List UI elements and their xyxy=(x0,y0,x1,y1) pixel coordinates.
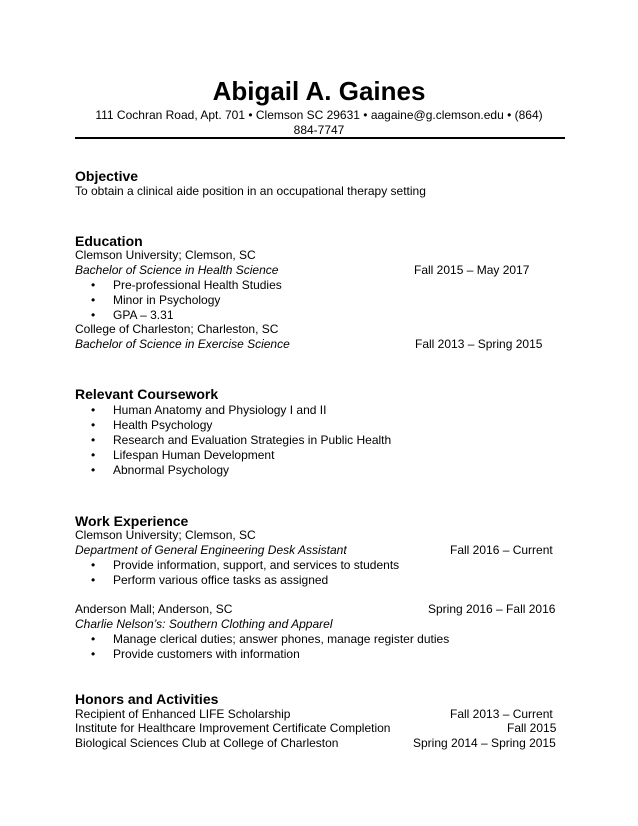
objective-text: To obtain a clinical aide position in an occupational therapy setting xyxy=(75,184,426,198)
section-heading-honors: Honors and Activities xyxy=(75,691,219,707)
job-place: Anderson Mall; Anderson, SC xyxy=(75,602,233,616)
list-item: • Provide information, support, and services to students xyxy=(91,558,400,572)
list-item: • Abnormal Psychology xyxy=(91,463,230,477)
contact-line: 884-7747 xyxy=(293,123,345,137)
list-item: • Manage clerical duties; answer phones, manage register duties xyxy=(91,632,450,646)
list-item: • Research and Evaluation Strategies in Public Health xyxy=(91,433,392,447)
honor-dates: Spring 2014 – Spring 2015 xyxy=(413,736,556,750)
section-heading-coursework: Relevant Coursework xyxy=(75,386,219,402)
honor-item: Recipient of Enhanced LIFE Scholarship xyxy=(75,707,291,721)
list-item: • Lifespan Human Development xyxy=(91,448,275,462)
honor-item: Institute for Healthcare Improvement Certificate Completion xyxy=(75,721,391,735)
list-item: • Health Psychology xyxy=(91,418,213,432)
job-title: Charlie Nelson’s: Southern Clothing and Apparel xyxy=(75,617,333,631)
list-item: • Human Anatomy and Physiology I and II xyxy=(91,403,327,417)
list-item: • Pre-professional Health Studies xyxy=(91,278,282,292)
list-item: • GPA – 3.31 xyxy=(91,308,174,322)
job-dates: Fall 2016 – Current xyxy=(450,543,553,557)
section-heading-objective: Objective xyxy=(75,168,139,184)
education-dates: Fall 2013 – Spring 2015 xyxy=(415,337,543,351)
list-item: • Perform various office tasks as assigned xyxy=(91,573,329,587)
resume-name: Abigail A. Gaines xyxy=(212,76,426,106)
list-item: • Provide customers with information xyxy=(91,647,300,661)
job-place: Clemson University; Clemson, SC xyxy=(75,528,256,542)
job-dates: Spring 2016 – Fall 2016 xyxy=(428,602,556,616)
education-school: Clemson University; Clemson, SC xyxy=(75,248,256,262)
honor-dates: Fall 2015 xyxy=(507,721,557,735)
section-heading-work: Work Experience xyxy=(75,513,189,529)
list-item: • Minor in Psychology xyxy=(91,293,221,307)
honor-dates: Fall 2013 – Current xyxy=(450,707,553,721)
education-degree: Bachelor of Science in Exercise Science xyxy=(75,337,290,351)
education-school: College of Charleston; Charleston, SC xyxy=(75,322,279,336)
header-divider xyxy=(75,137,565,139)
education-dates: Fall 2015 – May 2017 xyxy=(414,263,530,277)
education-degree: Bachelor of Science in Health Science xyxy=(75,263,279,277)
contact-line: 111 Cochran Road, Apt. 701 • Clemson SC 29631 • aagaine@g.clemson.edu • (864) xyxy=(95,108,543,122)
job-title: Department of General Engineering Desk Assistant xyxy=(75,543,347,557)
section-heading-education: Education xyxy=(75,233,143,249)
contact-info xyxy=(76,108,562,138)
honor-item: Biological Sciences Club at College of Charleston xyxy=(75,736,339,750)
